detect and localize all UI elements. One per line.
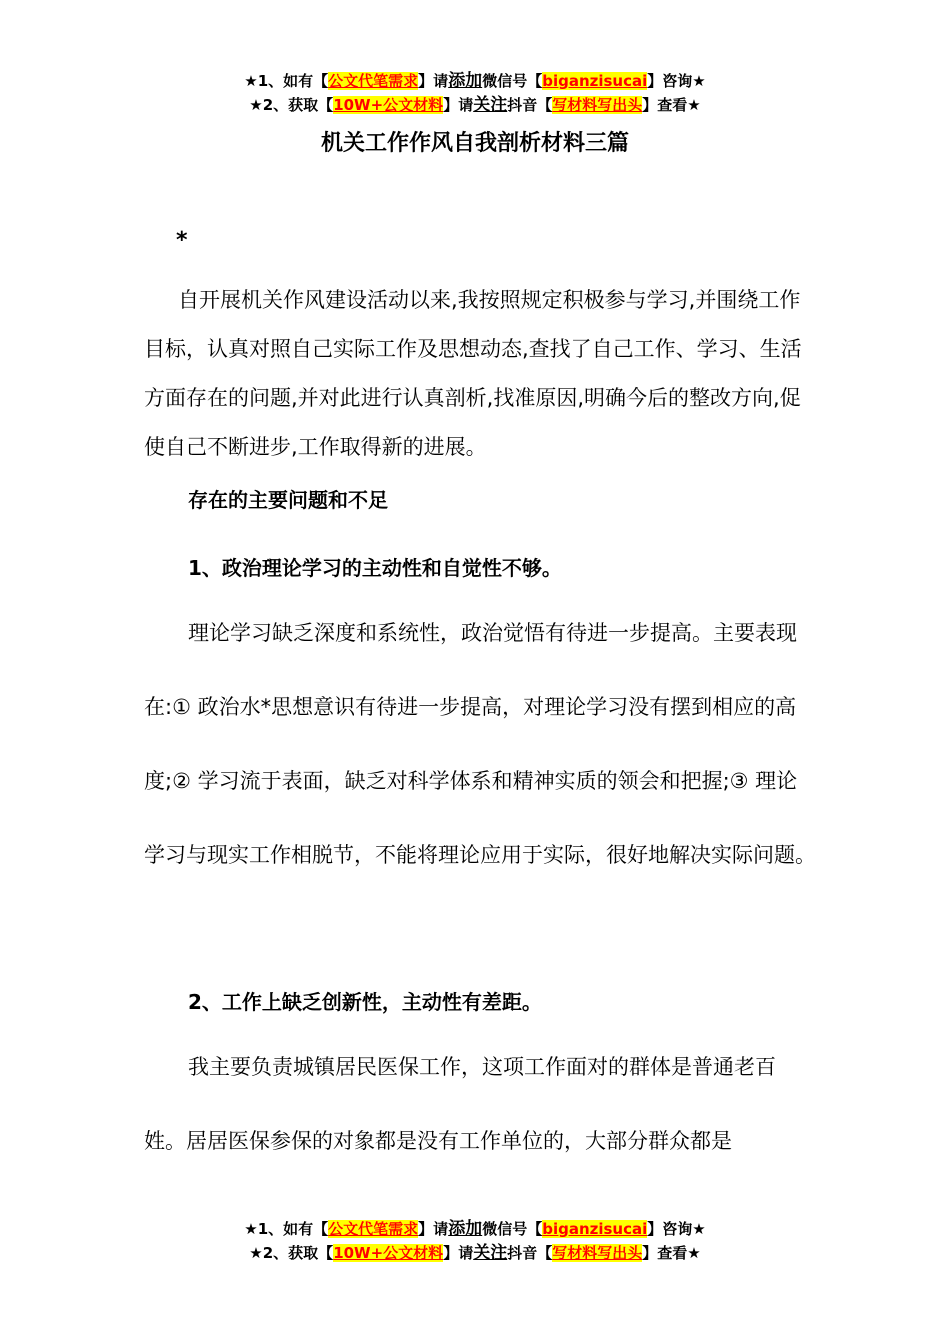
service-highlight: 公文代笔需求 [328,1220,419,1238]
document-title: 机关工作作风自我剖析材料三篇 [320,131,629,156]
banner-line-1: ★1、如有【公文代笔需求】请添加微信号【biganzisucai】咨询★ [244,71,706,91]
bottom-banner [0,1217,950,1265]
item-2-heading: 2、工作上缺乏创新性，主动性有差距。 [188,990,542,1014]
asterisk-mark: * [176,228,188,253]
douyin-highlight: 写材料写出头 [552,96,643,114]
item-1-body: 理论学习缺乏深度和系统性，政治觉悟有待进一步提高。主要表现在:① 政治水*思想意识有待进一步提高，对理论学习没有摆到相应的高度;② 学习流于表面，缺乏对科学体系和精神实质的领会和把握;③ 理论学习与现实工作相脱节，不能将理论应用于实际，很好地解决实际问题。 [144,621,816,867]
wechat-id-highlight: biganzisucai [542,1220,648,1238]
douyin-highlight: 写材料写出头 [552,1244,643,1262]
materials-highlight: 10W+公文材料 [333,96,444,114]
item-2-body: 我主要负责城镇居民医保工作，这项工作面对的群体是普通老百姓。居居医保参保的对象都是没有工作单位的，大部分群众都是 [144,1055,776,1153]
top-banner [0,69,950,117]
item-1-heading: 1、政治理论学习的主动性和自觉性不够。 [188,556,562,580]
service-highlight: 公文代笔需求 [328,72,419,90]
banner-line-2: ★2、获取【10W+公文材料】请关注抖音【写材料写出头】查看★ [249,95,701,115]
banner-line-2: ★2、获取【10W+公文材料】请关注抖音【写材料写出头】查看★ [249,1243,701,1263]
banner-line-1: ★1、如有【公文代笔需求】请添加微信号【biganzisucai】咨询★ [244,1219,706,1239]
intro-paragraph: 自开展机关作风建设活动以来,我按照规定积极参与学习,并围绕工作目标，认真对照自己实际工作及思想动态,查找了自己工作、学习、生活方面存在的问题,并对此进行认真剖析,找准原因,明确今后的整改方向,促使自己不断进步,工作取得新的进展。 [144,288,802,459]
materials-highlight: 10W+公文材料 [333,1244,444,1262]
wechat-id-highlight: biganzisucai [542,72,648,90]
section-heading: 存在的主要问题和不足 [188,488,388,512]
